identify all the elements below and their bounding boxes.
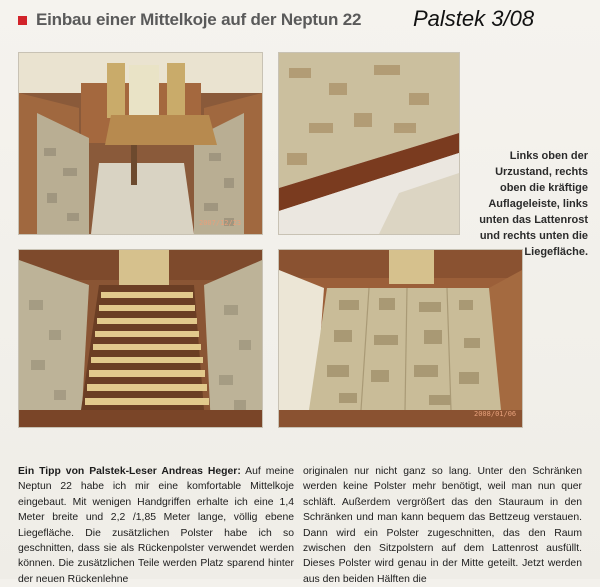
article-title: Einbau einer Mittelkoje auf der Neptun 22 [36,10,362,29]
article-text-left: Auf meine Neptun 22 habe ich mir eine komfortable Mittelkoje eingebaut. Mit wenigen Handgriffen erhalte ich eine 1,4 Meter breite und 2,2 /1,85 Meter lange, völlig ebene Liegefläche. Die zusätzlichen Polster habe ich so geschnitten, dass sie als Rückenpolster verwendet werden können. Die zusätzlichen Teile werden Platz sparend hinter der neuen Rückenlehne [18,466,294,585]
photo-ledge-closeup [278,52,460,235]
photo-cabin-original [18,52,263,235]
article-column-left [18,464,294,587]
article-text-right: originalen nur nicht ganz so lang. Unter den Schränken werden keine Polster mehr benötigt, weil man nun quer schläft. Außerdem vergrößert das den Stauraum in den Schränken und man kann bequem das Bettzeug verstauen. Dann wird ein Polster zugeschnitten, das den Raum zwischen den Sitzpolstern auf dem Lattenrost ausfüllt. Dieses Polster wird genau in der Mitte geteilt. Jetzt werden aus den beiden Hälften die [303,466,582,585]
heading-marker [18,16,27,25]
photo-datestamp: 2007/12/23 [199,219,242,227]
tip-lead: Ein Tipp von Palstek-Leser Andreas Heger: [18,466,241,477]
photo-datestamp: 2008/01/06 [474,410,517,418]
magazine-reference: Palstek 3/08 [413,6,535,31]
article-column-right [303,464,582,587]
photo-slatted-base [18,249,263,428]
photo-caption: Links oben der Urzustand, rechts oben die kräftige Auflageleiste, links unten das Lattenrost und rechts unten die Liegefläche. [479,150,588,258]
photo-lying-surface [278,249,523,428]
